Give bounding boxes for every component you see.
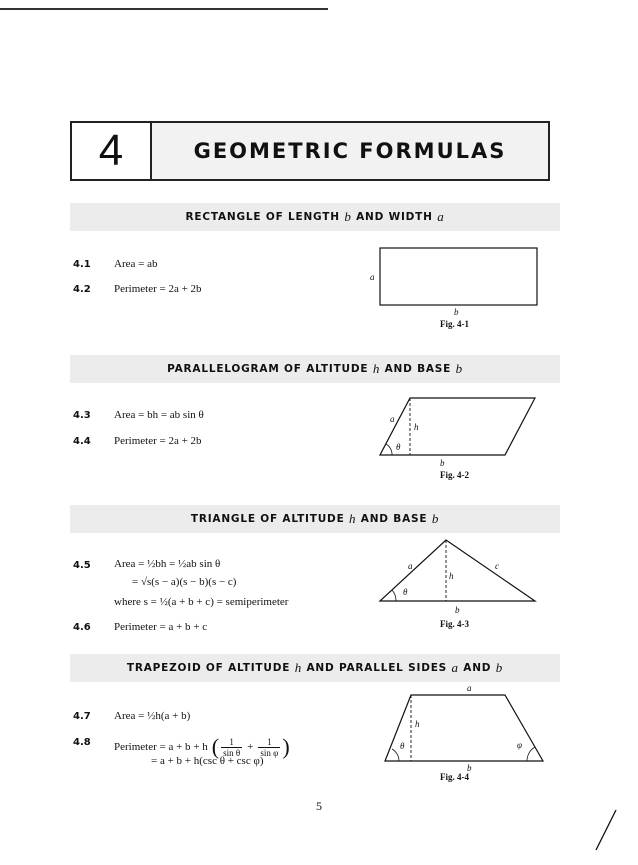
fig4-label-h: h bbox=[415, 719, 420, 729]
figure-caption: Fig. 4-4 bbox=[440, 772, 469, 782]
section-var: a bbox=[451, 660, 459, 675]
fig1-label-b: b bbox=[454, 307, 459, 317]
section-var: b bbox=[344, 209, 352, 224]
section-var: a bbox=[437, 209, 445, 224]
formula-perimeter-rectangle: Perimeter = 2a + 2b bbox=[114, 283, 202, 295]
fig3-label-c: c bbox=[495, 561, 499, 571]
top-rule bbox=[0, 8, 328, 10]
fig3-label-theta: θ bbox=[403, 587, 408, 597]
formula-area-rectangle: Area = ab bbox=[114, 258, 158, 270]
formula-number: 4.7 bbox=[73, 711, 91, 722]
fig3-label-h: h bbox=[449, 571, 454, 581]
fig4-label-a: a bbox=[467, 683, 472, 693]
figure-caption: Fig. 4-2 bbox=[440, 470, 469, 480]
section-var: b bbox=[431, 511, 440, 526]
fig4-label-b: b bbox=[467, 763, 472, 773]
fig2-label-h: h bbox=[414, 422, 419, 432]
fig3-label-a: a bbox=[408, 561, 413, 571]
paren-close: ) bbox=[282, 734, 290, 759]
formula-text: Perimeter = a + b + h bbox=[114, 741, 208, 753]
section-title-text: RECTANGLE OF LENGTH bbox=[185, 211, 340, 223]
section-heading-triangle bbox=[70, 505, 560, 533]
formula-area-trapezoid: Area = ½h(a + b) bbox=[114, 710, 191, 722]
fraction-denominator: sin φ bbox=[260, 747, 279, 758]
plus-sign: + bbox=[247, 741, 254, 753]
chapter-header bbox=[70, 121, 550, 181]
section-title-text: AND BASE bbox=[384, 363, 452, 375]
formula-number: 4.6 bbox=[73, 622, 91, 633]
formula-perimeter-triangle: Perimeter = a + b + c bbox=[114, 621, 208, 633]
formula-perimeter-trapezoid-csc: = a + b + h(csc θ + csc φ) bbox=[151, 755, 264, 767]
section-title-text: PARALLELOGRAM OF ALTITUDE bbox=[167, 363, 369, 375]
fig1-label-a: a bbox=[370, 272, 375, 282]
formula-area-triangle: Area = ½bh = ½ab sin θ bbox=[114, 558, 221, 570]
formula-semiperimeter: where s = ½(a + b + c) = semiperimeter bbox=[114, 596, 289, 608]
section-title-text: AND WIDTH bbox=[356, 211, 433, 223]
chapter-title: GEOMETRIC FORMULAS bbox=[193, 139, 507, 163]
fig4-label-theta: θ bbox=[400, 741, 405, 751]
figure-triangle bbox=[370, 535, 550, 620]
section-heading-parallelogram bbox=[70, 355, 560, 383]
paren-open: ( bbox=[211, 734, 220, 759]
pen-mark bbox=[590, 808, 620, 853]
section-heading-trapezoid bbox=[70, 654, 560, 682]
fig2-label-b: b bbox=[440, 458, 445, 468]
section-title-text: TRAPEZOID OF ALTITUDE bbox=[126, 662, 291, 674]
section-heading-rectangle bbox=[70, 203, 560, 231]
figure-trapezoid bbox=[375, 683, 555, 773]
fig2-label-a: a bbox=[390, 414, 395, 424]
formula-number: 4.8 bbox=[73, 737, 91, 748]
section-title-text: AND PARALLEL SIDES bbox=[306, 662, 448, 674]
fig2-label-theta: θ bbox=[396, 442, 401, 452]
fraction-numerator: 1 bbox=[229, 736, 234, 747]
section-title-text: AND bbox=[463, 662, 492, 674]
fraction-numerator: 1 bbox=[267, 736, 272, 747]
chapter-number: 4 bbox=[72, 123, 152, 179]
figure-caption: Fig. 4-3 bbox=[440, 619, 469, 629]
fig4-label-phi: φ bbox=[517, 740, 522, 750]
section-var: h bbox=[372, 361, 381, 376]
section-title-text: AND BASE bbox=[360, 513, 428, 525]
figure-parallelogram bbox=[370, 390, 550, 470]
formula-number: 4.1 bbox=[73, 259, 91, 270]
formula-perimeter-parallelogram: Perimeter = 2a + 2b bbox=[114, 435, 202, 447]
formula-number: 4.4 bbox=[73, 436, 91, 447]
section-var: b bbox=[455, 361, 463, 376]
formula-number: 4.5 bbox=[73, 560, 91, 571]
fraction-denominator: sin θ bbox=[223, 747, 241, 758]
section-var: b bbox=[495, 660, 504, 675]
section-title-text: TRIANGLE OF ALTITUDE bbox=[190, 513, 345, 525]
formula-heron: = √s(s − a)(s − b)(s − c) bbox=[132, 576, 237, 588]
formula-number: 4.3 bbox=[73, 410, 91, 421]
section-var: h bbox=[349, 511, 357, 526]
section-var: h bbox=[294, 660, 302, 675]
formula-area-parallelogram: Area = bh = ab sin θ bbox=[114, 409, 204, 421]
formula-number: 4.2 bbox=[73, 284, 91, 295]
fig3-label-b: b bbox=[455, 605, 460, 615]
figure-caption: Fig. 4-1 bbox=[440, 319, 469, 329]
page-number: 5 bbox=[316, 799, 322, 813]
